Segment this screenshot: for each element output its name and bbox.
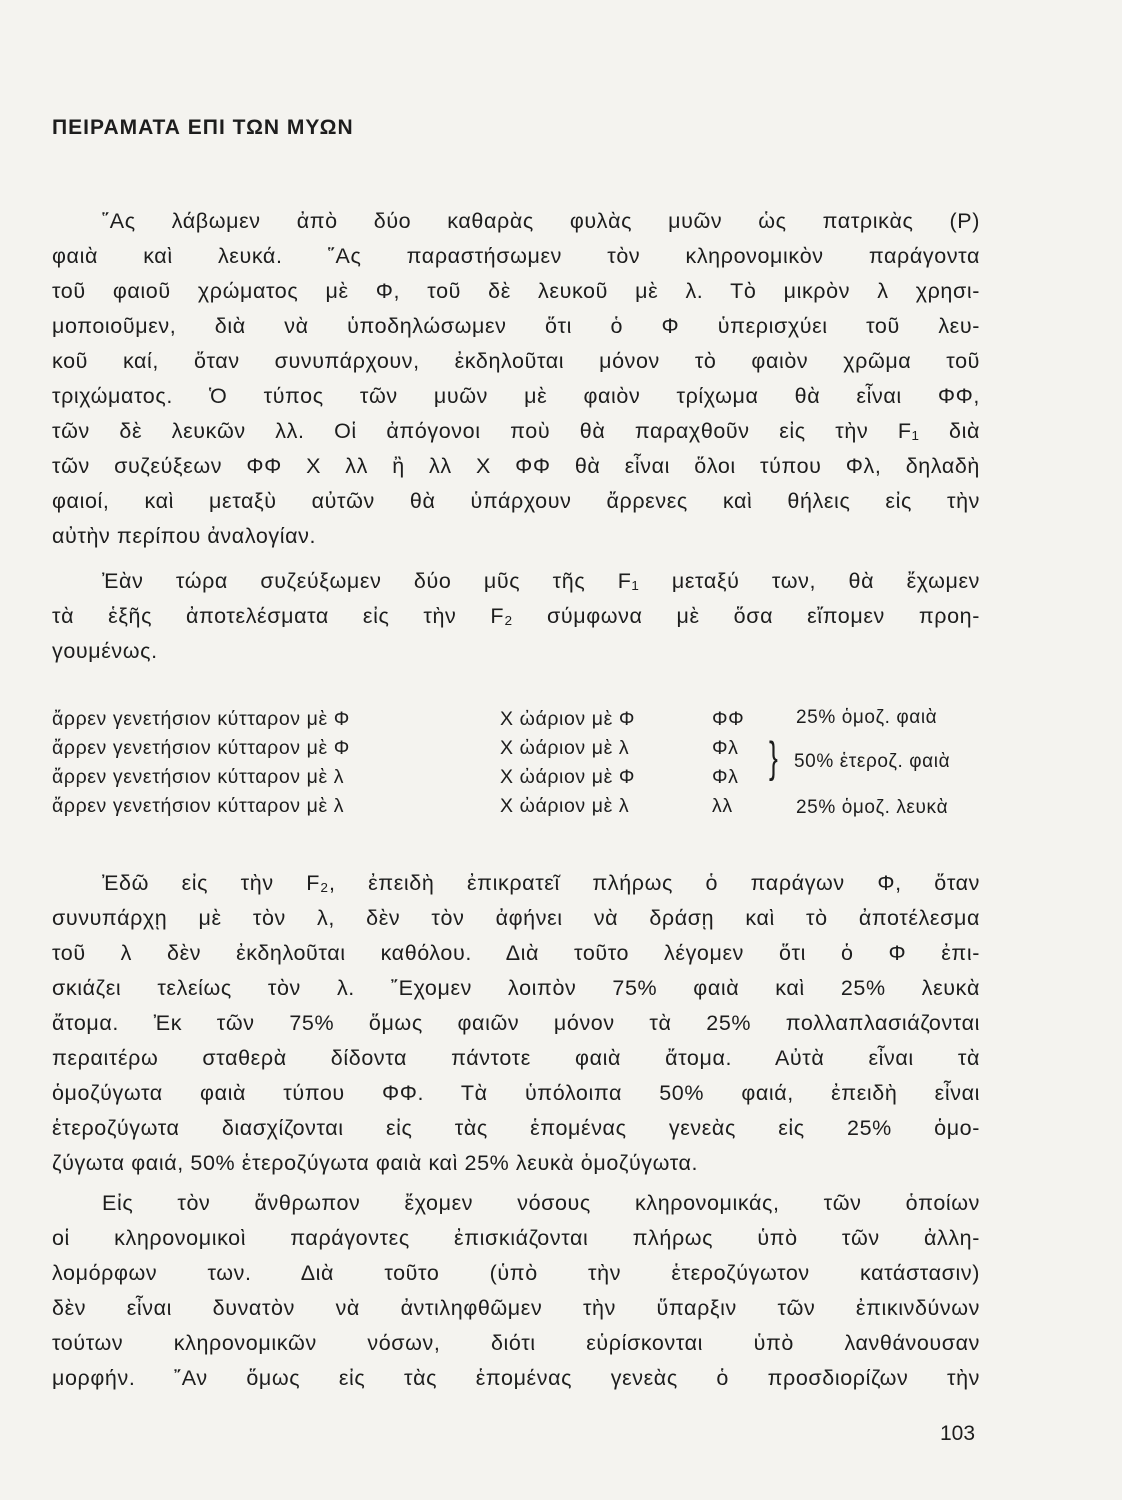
text-line: ἑτεροζύγωτα διασχίζονται εἰς τὰς ἑπομένας γενεὰς εἰς 25% ὁμο- — [52, 1116, 980, 1140]
male-gamete: ἄρρεν γενετήσιον κύτταρον μὲ Φ — [52, 708, 350, 730]
male-gamete: ἄρρεν γενετήσιον κύτταρον μὲ Φ — [52, 737, 350, 759]
text-line: περαιτέρω σταθερὰ δίδοντα πάντοτε φαιὰ ἄτομα. Αὐτὰ εἶναι τὰ — [52, 1046, 980, 1070]
result-homozygous-grey: 25% ὁμοζ. φαιὰ — [796, 707, 938, 728]
paragraph-2 — [52, 564, 980, 669]
text-line: τῶν δὲ λευκῶν λλ. Οἱ ἀπόγονοι ποὺ θὰ παραχθοῦν εἰς τὴν F₁ διὰ — [52, 419, 980, 443]
text-line: κοῦ καί, ὅταν συνυπάρχουν, ἐκδηλοῦται μόνον τὸ φαιὸν χρῶμα τοῦ — [52, 349, 980, 373]
text-line: τούτων κληρονομικῶν νόσων, διότι εὑρίσκονται ὑπὸ λανθάνουσαν — [52, 1331, 980, 1355]
egg-cell: Χ ὠάριον μὲ Φ — [500, 766, 636, 788]
result-heterozygous-grey: 50% ἑτεροζ. φαιὰ — [794, 751, 951, 772]
text-line: ζύγωτα φαιά, 50% ἑτεροζύγωτα φαιὰ καὶ 25% λευκὰ ὁμοζύγωτα. — [52, 1151, 699, 1175]
genotype: Φλ — [712, 737, 739, 759]
text-line: γουμένως. — [52, 639, 158, 663]
result-homozygous-white: 25% ὁμοζ. λευκὰ — [796, 797, 949, 818]
egg-cell: Χ ὠάριον μὲ λ — [500, 737, 630, 759]
genotype: Φλ — [712, 766, 739, 788]
genotype: λλ — [712, 795, 733, 817]
text-line: φαιὰ καὶ λευκά. ῞Ας παραστήσωμεν τὸν κληρονομικὸν παράγοντα — [52, 244, 980, 268]
text-line: λομόρφων των. Διὰ τοῦτο (ὑπὸ τὴν ἑτεροζύγωτον κατάστασιν) — [52, 1261, 980, 1285]
text-line: ὁμοζύγωτα φαιὰ τύπου ΦΦ. Τὰ ὑπόλοιπα 50% φαιά, ἐπειδὴ εἶναι — [52, 1081, 980, 1105]
text-line: φαιοί, καὶ μεταξὺ αὐτῶν θὰ ὑπάρχουν ἄρρενες καὶ θήλεις εἰς τὴν — [52, 489, 980, 513]
text-line: μορφήν. ῎Αν ὅμως εἰς τὰς ἑπομένας γενεὰς ὁ προσδιορίζων τὴν — [52, 1366, 980, 1390]
text-line: ῞Ας λάβωμεν ἀπὸ δύο καθαρὰς φυλὰς μυῶν ὡς πατρικὰς (Ρ) — [102, 209, 980, 233]
male-gamete: ἄρρεν γενετήσιον κύτταρον μὲ λ — [52, 766, 345, 788]
egg-cell: Χ ὠάριον μὲ Φ — [500, 708, 636, 730]
text-line: τὰ ἑξῆς ἀποτελέσματα εἰς τὴν F₂ σύμφωνα μὲ ὅσα εἴπομεν προη- — [52, 604, 980, 628]
text-line: τοῦ φαιοῦ χρώματος μὲ Φ, τοῦ δὲ λευκοῦ μὲ λ. Τὸ μικρὸν λ χρησι- — [52, 279, 980, 303]
paragraph-3 — [52, 866, 980, 1181]
text-line: Εἰς τὸν ἄνθρωπον ἔχομεν νόσους κληρονομικάς, τῶν ὁποίων — [102, 1191, 980, 1215]
text-line: αὐτὴν περίπου ἀναλογίαν. — [52, 524, 317, 548]
text-line: μοποιοῦμεν, διὰ νὰ ὑποδηλώσωμεν ὅτι ὁ Φ ὑπερισχύει τοῦ λευ- — [52, 314, 980, 338]
paragraph-1 — [52, 204, 980, 554]
paragraph-4 — [52, 1186, 980, 1396]
text-line: τριχώματος. Ὁ τύπος τῶν μυῶν μὲ φαιὸν τρίχωμα θὰ εἶναι ΦΦ, — [52, 384, 980, 408]
egg-cell: Χ ὠάριον μὲ λ — [500, 795, 630, 817]
male-gamete: ἄρρεν γενετήσιον κύτταρον μὲ λ — [52, 795, 345, 817]
text-line: συνυπάρχῃ μὲ τὸν λ, δὲν τὸν ἀφήνει νὰ δράσῃ καὶ τὸ ἀποτέλεσμα — [52, 906, 980, 930]
section-title: ΠΕΙΡΑΜΑΤΑ ΕΠΙ ΤΩΝ ΜΥΩΝ — [52, 116, 354, 139]
text-line: σκιάζει τελείως τὸν λ. ῎Εχομεν λοιπὸν 75% φαιὰ καὶ 25% λευκὰ — [52, 976, 980, 1000]
genotype: ΦΦ — [712, 708, 745, 730]
text-line: Ἐδῶ εἰς τὴν F₂, ἐπειδὴ ἐπικρατεῖ πλήρως ὁ παράγων Φ, ὅταν — [102, 871, 980, 895]
text-line: τοῦ λ δὲν ἐκδηλοῦται καθόλου. Διὰ τοῦτο λέγομεν ὅτι ὁ Φ ἐπι- — [52, 941, 980, 965]
text-line: δὲν εἶναι δυνατὸν νὰ ἀντιληφθῶμεν τὴν ὕπαρξιν τῶν ἐπικινδύνων — [52, 1296, 980, 1320]
page-number: 103 — [940, 1422, 976, 1445]
text-line: οἱ κληρονομικοὶ παράγοντες ἐπισκιάζονται πλήρως ὑπὸ τῶν ἀλλη- — [52, 1226, 980, 1250]
text-line: Ἐὰν τώρα συζεύξωμεν δύο μῦς τῆς F₁ μεταξύ των, θὰ ἔχωμεν — [102, 569, 980, 593]
text-line: τῶν συζεύξεων ΦΦ Χ λλ ἢ λλ Χ ΦΦ θὰ εἶναι ὅλοι τύπου Φλ, δηλαδὴ — [52, 454, 980, 478]
grouping-brace: } — [768, 733, 778, 782]
text-line: ἄτομα. Ἐκ τῶν 75% ὅμως φαιῶν μόνον τὰ 25% πολλαπλασιάζονται — [52, 1011, 980, 1035]
